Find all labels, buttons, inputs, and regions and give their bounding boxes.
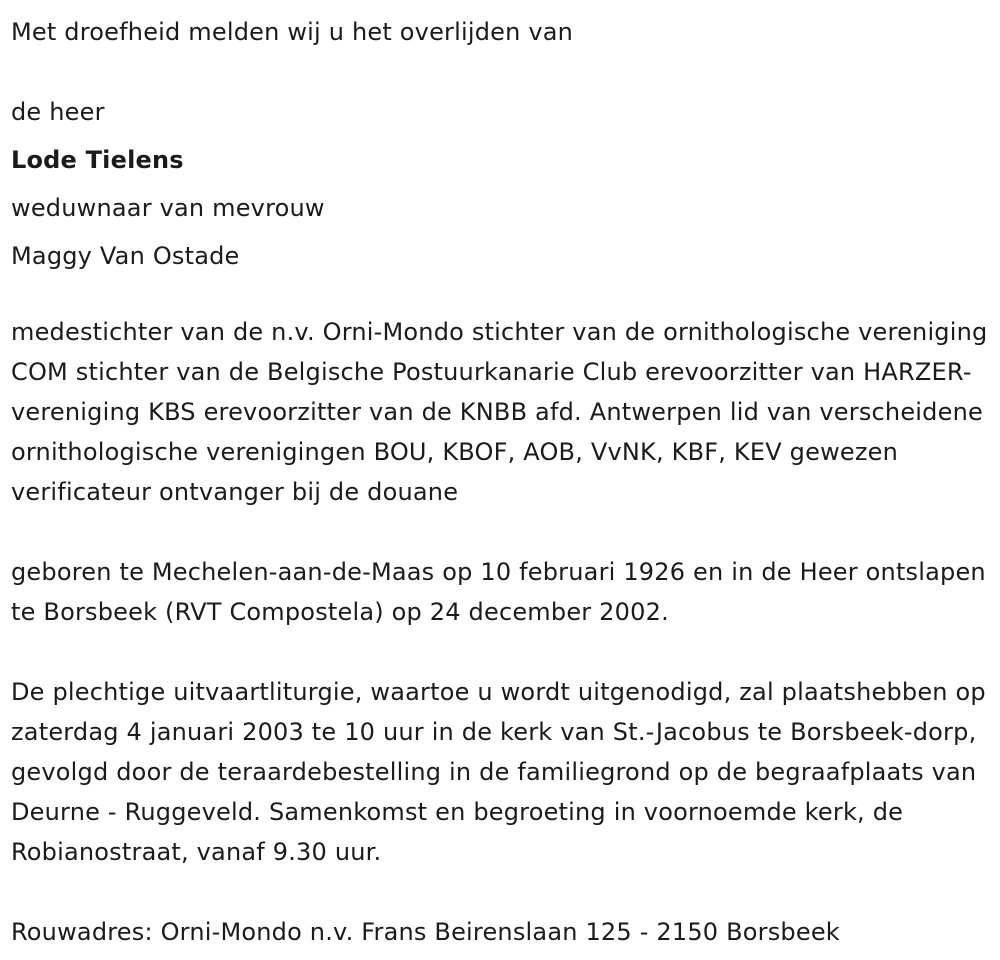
funeral-paragraph: De plechtige uitvaartliturgie, waartoe u wordt uitgenodigd, zal plaatshebben op zaterdag 4 januari 2003 te 10 uur in de kerk van St.-Jacobus te Borsbeek-dorp, gevolgd door de teraardebestelling in de familiegrond op de begraafplaats van Deurne - Ruggeveld. Samenkomst en begroeting in voornoemde kerk, de Robianostraat, vanaf 9.30 uur. <box>11 678 986 866</box>
deceased-name: Lode Tielens <box>11 146 184 174</box>
honorific: de heer <box>11 98 105 126</box>
affiliations-paragraph: medestichter van de n.v. Orni-Mondo stichter van de ornithologische vereniging COM stichter van de Belgische Postuurkanarie Club erevoorzitter van HARZER-vereniging KBS erevoorzitter van de KNBB afd. Antwerpen lid van verscheidene ornithologische verenigingen BOU, KBOF, AOB, VvNK, KBF, KEV gewezen verificateur ontvanger bij de douane <box>11 318 988 506</box>
spouse-name: Maggy Van Ostade <box>11 242 240 270</box>
intro-text: Met droefheid melden wij u het overlijden van <box>11 18 574 46</box>
widower-label: weduwnaar van mevrouw <box>11 194 325 222</box>
birth-death-paragraph: geboren te Mechelen-aan-de-Maas op 10 februari 1926 en in de Heer ontslapen te Borsbeek (RVT Compostela) op 24 december 2002. <box>11 558 986 626</box>
mourning-address: Rouwadres: Orni-Mondo n.v. Frans Beirenslaan 125 - 2150 Borsbeek <box>11 918 840 946</box>
